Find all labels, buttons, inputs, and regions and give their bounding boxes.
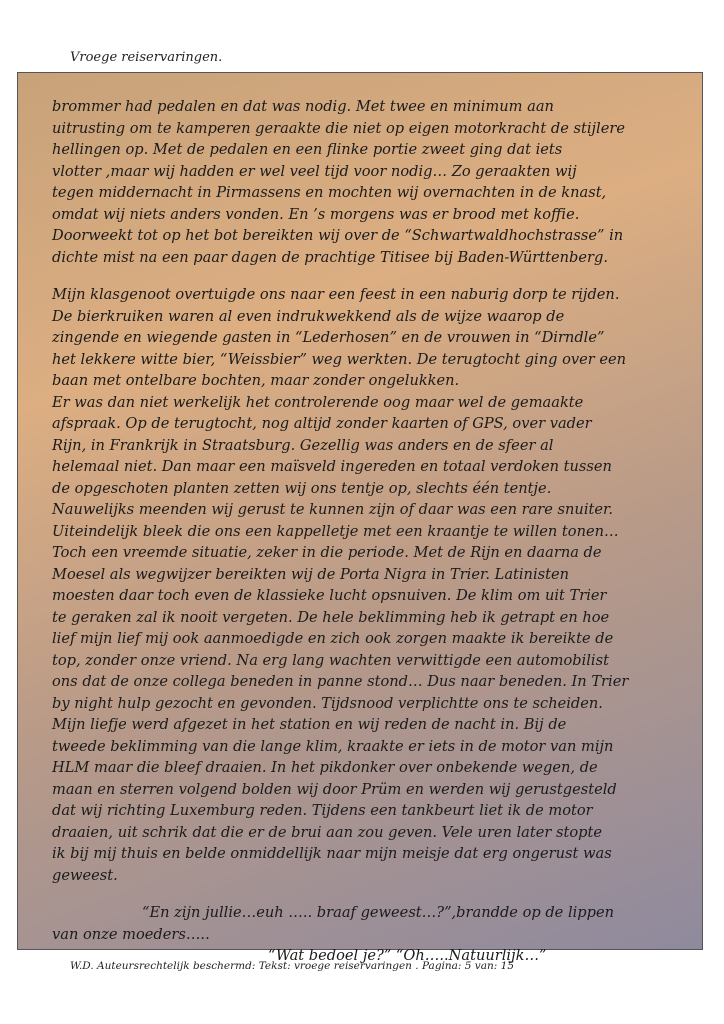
closing-line-1: “En zijn jullie…euh ….. braaf geweest…?”,brandde op de lippen bbox=[142, 904, 615, 921]
closing-line-3: “Wat bedoel je?” “Oh…..Natuurlijk…” bbox=[268, 947, 547, 964]
paragraph-2: Mijn klasgenoot overtuigde ons naar een feest in een naburig dorp te rijden. De bierkruiken waren al even indrukwekkend als de wijze waarop de zingende en wiegende gasten in “Lederhosen” en de vrouwen in “Dirndle” het lekkere witte bier, “Weissbier” weg werkten. De terugtocht ging over een baan met ontelbare bochten, maar zonder ongelukken. Er was dan niet werkelijk het controlerende oog maar wel de gemaakte afspraak. Op de terugtocht, nog altijd zonder kaarten of GPS, over vader Rijn, in Frankrijk in Straatsburg. Gezellig was anders en de sfeer al helemaal niet. Dan maar een maïsveld ingereden en totaal verdoken tussen de opgeschoten planten zetten wij ons tentje op, slechts één tentje. Nauwelijks meenden wij gerust te kunnen zijn of daar was een rare snuiter. Uiteindelijk bleek die ons een kappelletje met een kraantje te willen tonen… Toch een vreemde situatie, zeker in die periode. Met de Rijn en daarna de Moesel als wegwijzer bereikten wij de Porta Nigra in Trier. Latinisten moesten daar toch even de klassieke lucht opsnuiven. De klim om uit Trier te geraken zal ik nooit vergeten. De hele beklimming heb ik getrapt en hoe lief mijn lief mij ook aanmoedigde en zich ook zorgen maakte ik bereikte de top, zonder onze vriend. Na erg lang wachten verwittigde een automobilist ons dat de onze collega beneden in panne stond… Dus naar beneden. In Trier by night hulp gezocht en gevonden. Tijdsnood verplichtte ons te scheiden. Mijn liefje werd afgezet in het station en wij reden de nacht in. Bij de tweede beklimming van die lange klim, kraakte er iets in de motor van mijn HLM maar die bleef draaien. In het pikdonker over onbekende wegen, de maan en sterren volgend bolden wij door Prüm en werden wij gerustgesteld dat wij richting Luxemburg reden. Tijdens een tankbeurt liet ik de motor draaien, uit schrik dat die er de brui aan zou geven. Vele uren later stopte ik bij mij thuis en belde onmiddellijk naar mijn meisje dat erg ongerust was geweest. bbox=[52, 286, 629, 884]
story-text-box bbox=[17, 72, 703, 964]
closing-line-2: van onze moeders….. bbox=[52, 925, 210, 943]
paragraph-1: brommer had pedalen en dat was nodig. Met twee en minimum aan uitrusting om te kamperen geraakte die niet op eigen motorkracht de stijlere hellingen op. Met de pedalen en een flinke portie zweet ging dat iets vlotter ,maar wij hadden er wel veel tijd voor nodig… Zo geraakten wij tegen middernacht in Pirmassens en mochten wij overnachten in de knast, omdat wij niets anders vonden. En ’s morgens was er brood met koffie. Doorweekt tot op het bot bereikten wij over de “Schwartwaldhochstrasse” in dichte mist na een paar dagen de prachtige Titisee bij Baden-Württenberg. bbox=[52, 98, 625, 266]
page-header-title: Vroege reiservaringen. bbox=[70, 50, 223, 65]
page-footer: W.D. Auteursrechtelijk beschermd: Tekst: vroege reiservaringen . Pagina: 5 van: 15 bbox=[70, 960, 514, 972]
closing-dialogue bbox=[52, 902, 698, 967]
story-body bbox=[52, 96, 698, 967]
